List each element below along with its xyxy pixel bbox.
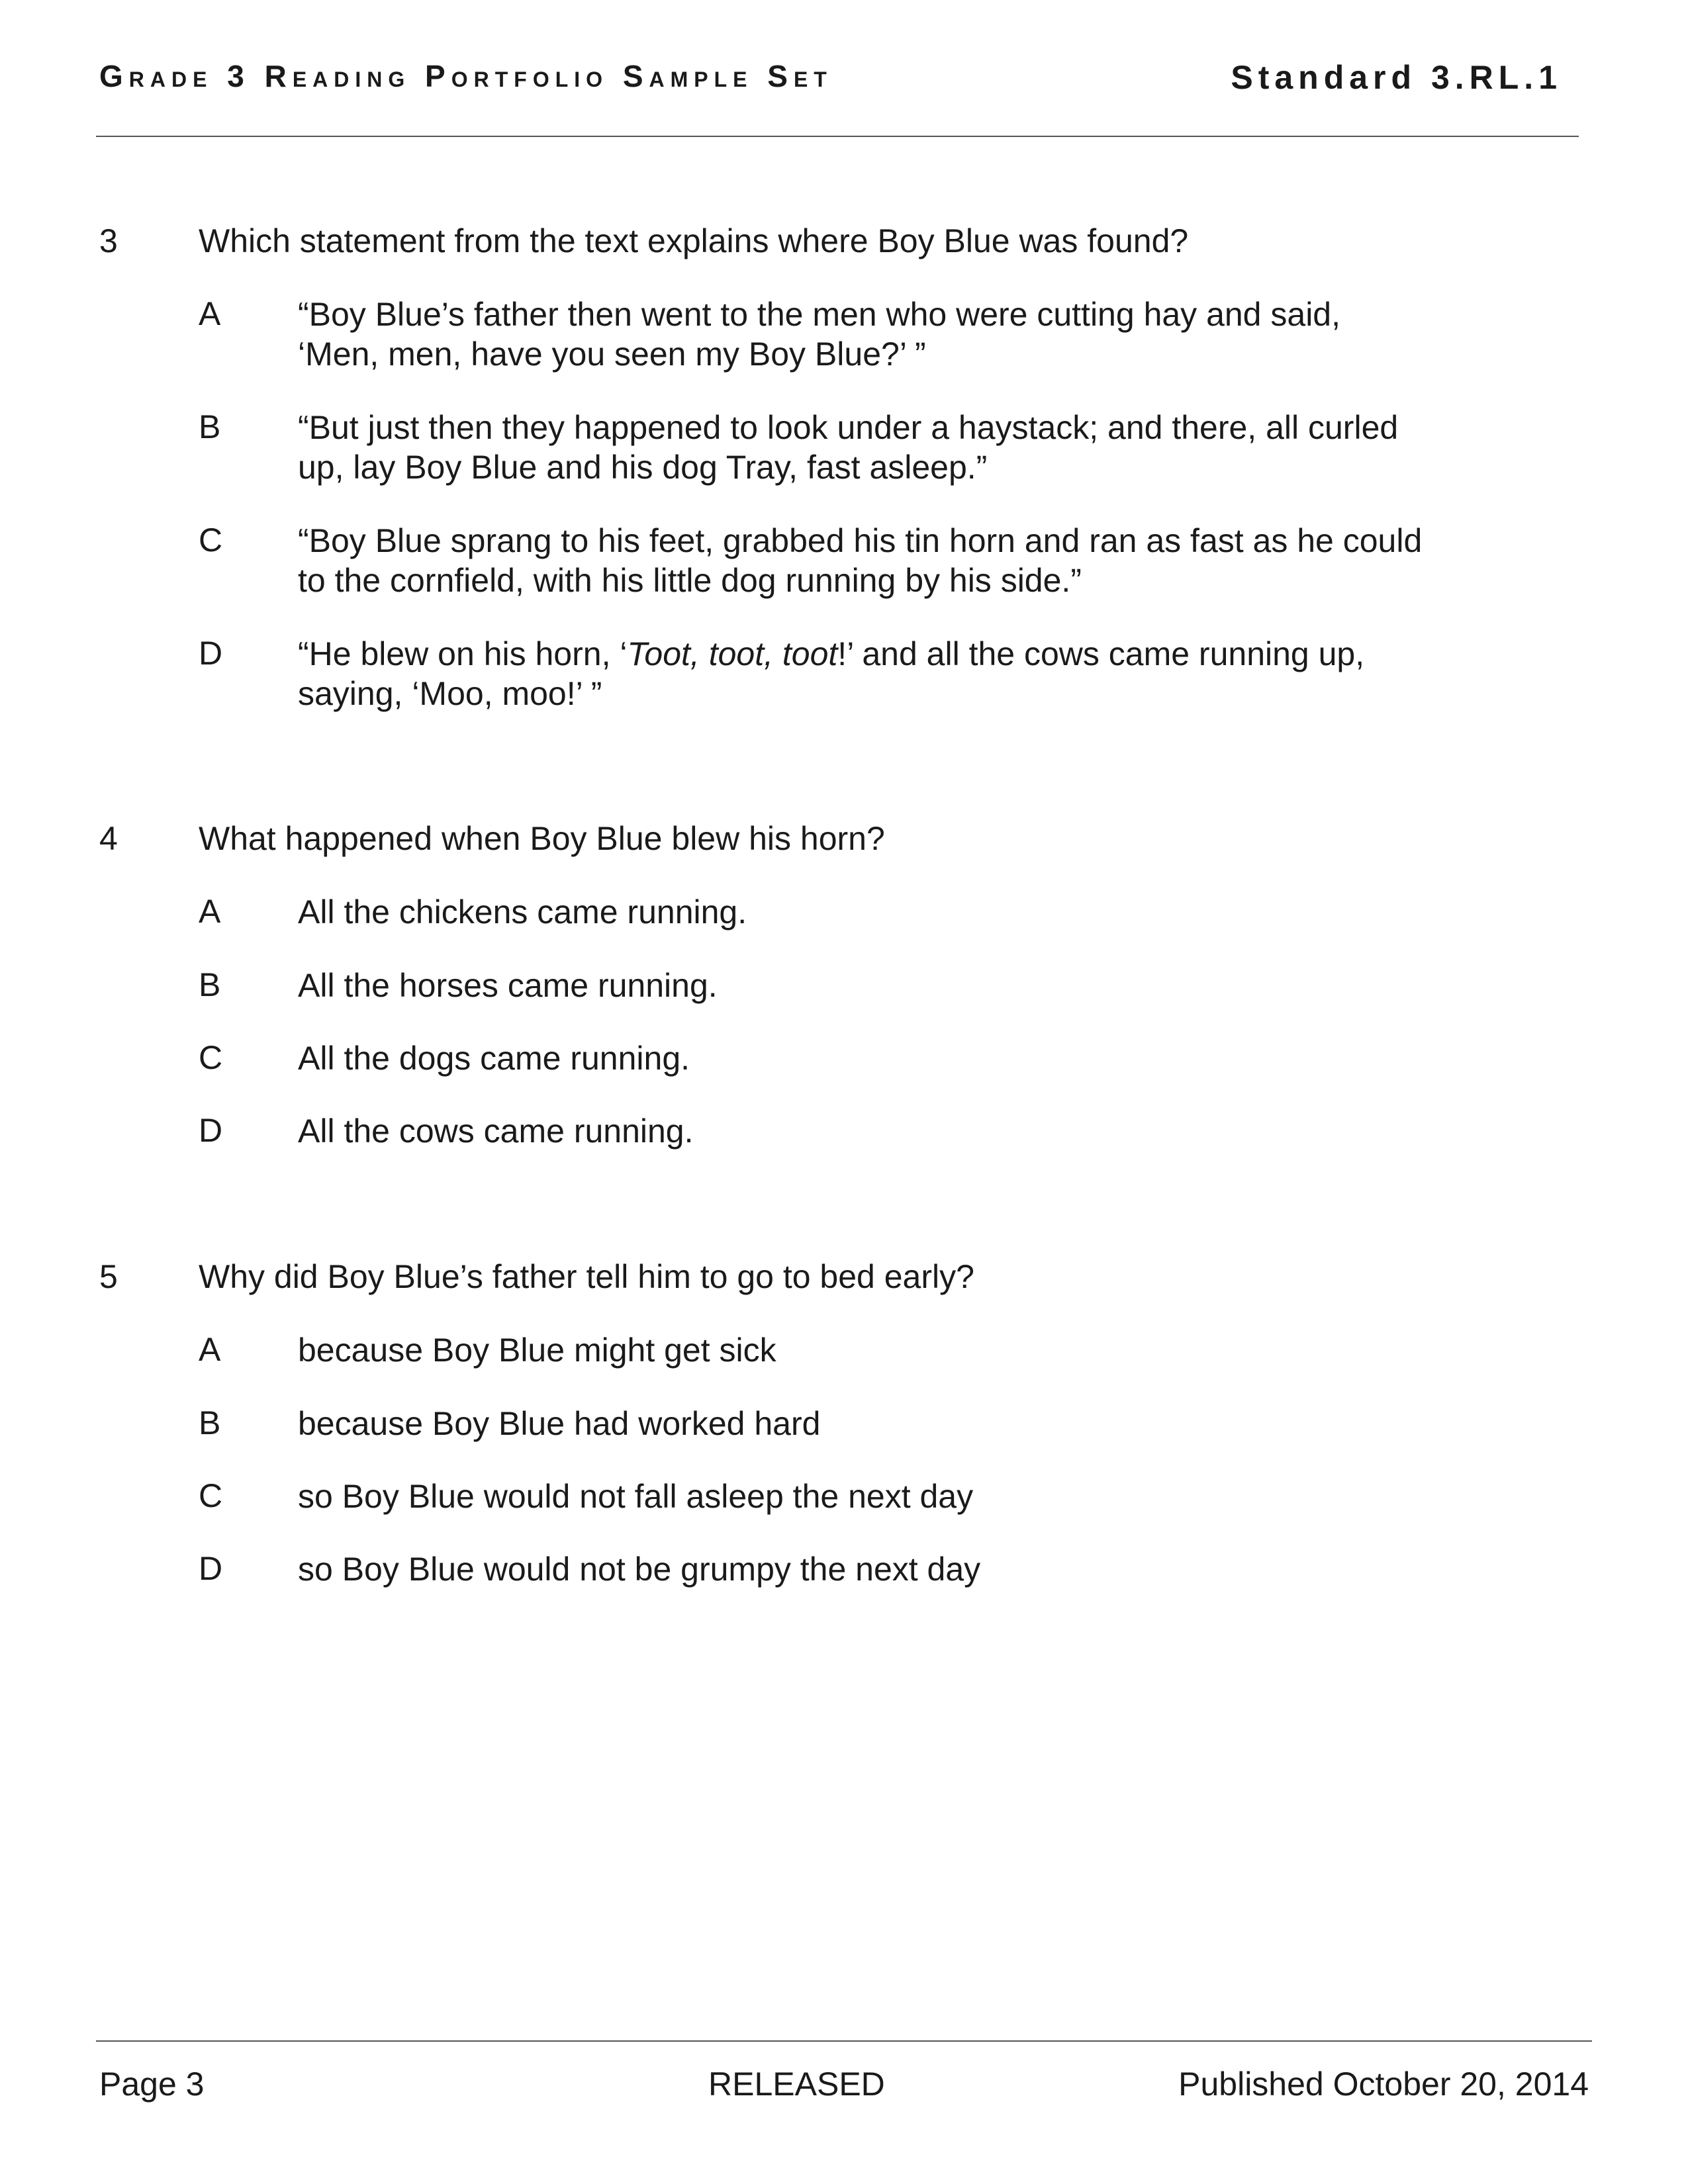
option-letter: C	[199, 522, 223, 559]
option-letter: D	[199, 1550, 223, 1587]
option-text-line: ‘Men, men, have you seen my Boy Blue?’ ”	[298, 336, 926, 373]
option-text: so Boy Blue would not fall asleep the next day	[298, 1478, 974, 1515]
option-text: All the dogs came running.	[298, 1040, 690, 1077]
option-text-line: to the cornfield, with his little dog running by his side.”	[298, 562, 1082, 599]
published-date: Published October 20, 2014	[1178, 2066, 1589, 2103]
option-letter: C	[199, 1477, 223, 1514]
header-title: Grade 3 Reading Portfolio Sample Set	[99, 59, 833, 93]
option-text: because Boy Blue might get sick	[298, 1332, 776, 1369]
option-text-line: up, lay Boy Blue and his dog Tray, fast asleep.”	[298, 449, 988, 486]
option-text-line	[298, 634, 1595, 674]
option-text	[298, 634, 1595, 713]
question-stem: What happened when Boy Blue blew his horn?	[199, 820, 885, 857]
option-letter: C	[199, 1039, 223, 1076]
option-text	[298, 408, 1595, 487]
header-divider	[96, 136, 1579, 137]
option-letter: B	[199, 408, 221, 445]
question-number: 3	[99, 222, 118, 259]
option-letter: B	[199, 966, 221, 1003]
question-number: 4	[99, 820, 118, 857]
option-text-line: “Boy Blue sprang to his feet, grabbed his tin horn and ran as fast as he could	[298, 522, 1423, 559]
option-letter: B	[199, 1404, 221, 1441]
question-stem: Which statement from the text explains where Boy Blue was found?	[199, 222, 1189, 259]
option-text: so Boy Blue would not be grumpy the next day	[298, 1551, 981, 1588]
option-text	[298, 295, 1595, 374]
release-status: RELEASED	[708, 2066, 885, 2103]
option-text: All the cows came running.	[298, 1113, 694, 1150]
option-text: because Boy Blue had worked hard	[298, 1405, 821, 1442]
page-number: Page 3	[99, 2066, 205, 2103]
option-text-line: saying, ‘Moo, moo!’ ”	[298, 675, 602, 712]
option-letter: A	[199, 295, 221, 332]
option-letter: D	[199, 635, 223, 672]
option-text-line: “Boy Blue’s father then went to the men who were cutting hay and said,	[298, 296, 1340, 333]
option-text-segment: !’ and all the cows came running up,	[837, 635, 1365, 672]
page-footer	[99, 2065, 1589, 2105]
footer-divider	[96, 2040, 1592, 2042]
option-text-line: “But just then they happened to look under a haystack; and there, all curled	[298, 409, 1399, 446]
question-stem: Why did Boy Blue’s father tell him to go to bed early?	[199, 1258, 974, 1295]
header-standard: Standard 3.RL.1	[1231, 59, 1562, 96]
option-text-italic: Toot, toot, toot	[627, 635, 838, 672]
option-text-segment: “He blew on his horn, ‘	[298, 635, 628, 672]
option-text: All the chickens came running.	[298, 893, 747, 931]
option-text: All the horses came running.	[298, 967, 718, 1004]
option-letter: A	[199, 1331, 221, 1368]
option-letter: D	[199, 1112, 223, 1149]
option-text	[298, 521, 1595, 600]
page-header	[99, 58, 1562, 105]
option-letter: A	[199, 893, 221, 930]
question-number: 5	[99, 1258, 118, 1295]
